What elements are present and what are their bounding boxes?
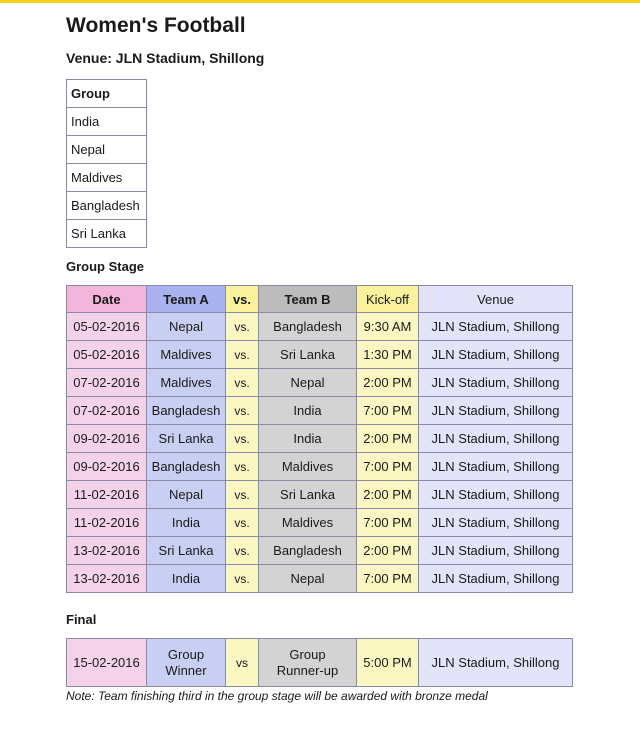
match-kickoff: 2:00 PM <box>357 425 419 453</box>
header-team-a: Team A <box>147 286 226 313</box>
match-vs: vs. <box>226 425 259 453</box>
top-accent-bar <box>0 0 640 3</box>
header-vs: vs. <box>226 286 259 313</box>
venue-line: Venue: JLN Stadium, Shillong <box>66 50 265 66</box>
match-kickoff: 2:00 PM <box>357 369 419 397</box>
final-team-a <box>147 639 226 687</box>
match-venue: JLN Stadium, Shillong <box>419 425 573 453</box>
match-team-a: Bangladesh <box>147 397 226 425</box>
match-vs: vs. <box>226 509 259 537</box>
match-team-a: Bangladesh <box>147 453 226 481</box>
match-kickoff: 2:00 PM <box>357 481 419 509</box>
schedule-table <box>66 285 573 593</box>
match-team-b: Nepal <box>259 565 357 593</box>
match-vs: vs. <box>226 537 259 565</box>
table-row <box>67 369 573 397</box>
page-title: Women's Football <box>66 14 246 37</box>
table-row <box>67 313 573 341</box>
table-row <box>67 537 573 565</box>
match-date: 13-02-2016 <box>67 537 147 565</box>
match-venue: JLN Stadium, Shillong <box>419 341 573 369</box>
match-vs: vs. <box>226 481 259 509</box>
match-venue: JLN Stadium, Shillong <box>419 313 573 341</box>
match-vs: vs. <box>226 369 259 397</box>
table-row <box>67 397 573 425</box>
schedule-header-row <box>67 286 573 313</box>
group-team: Sri Lanka <box>67 220 147 248</box>
match-team-b: Nepal <box>259 369 357 397</box>
match-venue: JLN Stadium, Shillong <box>419 537 573 565</box>
final-venue: JLN Stadium, Shillong <box>419 639 573 687</box>
match-vs: vs. <box>226 341 259 369</box>
match-venue: JLN Stadium, Shillong <box>419 481 573 509</box>
match-venue: JLN Stadium, Shillong <box>419 397 573 425</box>
schedule-body <box>67 313 573 593</box>
match-team-b: Sri Lanka <box>259 341 357 369</box>
match-team-a: Maldives <box>147 369 226 397</box>
match-vs: vs. <box>226 453 259 481</box>
group-header: Group <box>67 80 147 108</box>
table-row <box>67 425 573 453</box>
match-team-b: Bangladesh <box>259 313 357 341</box>
match-team-b: India <box>259 397 357 425</box>
group-team: India <box>67 108 147 136</box>
match-venue: JLN Stadium, Shillong <box>419 509 573 537</box>
final-label: Final <box>66 612 97 627</box>
match-date: 11-02-2016 <box>67 509 147 537</box>
final-team-a-line2: Winner <box>165 662 207 678</box>
match-team-a: Nepal <box>147 313 226 341</box>
table-row <box>67 481 573 509</box>
match-team-b: Bangladesh <box>259 537 357 565</box>
match-vs: vs. <box>226 397 259 425</box>
match-date: 07-02-2016 <box>67 397 147 425</box>
match-team-a: Sri Lanka <box>147 425 226 453</box>
match-team-a: India <box>147 565 226 593</box>
match-venue: JLN Stadium, Shillong <box>419 565 573 593</box>
header-venue: Venue <box>419 286 573 313</box>
match-kickoff: 7:00 PM <box>357 509 419 537</box>
match-kickoff: 2:00 PM <box>357 537 419 565</box>
group-stage-label: Group Stage <box>66 259 145 274</box>
header-date: Date <box>67 286 147 313</box>
final-row <box>67 639 573 687</box>
match-team-b: Sri Lanka <box>259 481 357 509</box>
group-team: Maldives <box>67 164 147 192</box>
table-row <box>67 509 573 537</box>
match-venue: JLN Stadium, Shillong <box>419 453 573 481</box>
match-date: 05-02-2016 <box>67 341 147 369</box>
group-team: Nepal <box>67 136 147 164</box>
match-vs: vs. <box>226 313 259 341</box>
final-vs: vs <box>226 639 259 687</box>
final-team-b-line2: Runner-up <box>276 662 339 678</box>
final-team-b-line1: Group <box>289 646 326 662</box>
match-date: 09-02-2016 <box>67 453 147 481</box>
group-team: Bangladesh <box>67 192 147 220</box>
match-date: 09-02-2016 <box>67 425 147 453</box>
match-vs: vs. <box>226 565 259 593</box>
match-kickoff: 7:00 PM <box>357 397 419 425</box>
match-team-b: Maldives <box>259 509 357 537</box>
match-team-a: India <box>147 509 226 537</box>
match-team-b: India <box>259 425 357 453</box>
final-kickoff: 5:00 PM <box>357 639 419 687</box>
match-team-a: Sri Lanka <box>147 537 226 565</box>
match-kickoff: 1:30 PM <box>357 341 419 369</box>
match-kickoff: 7:00 PM <box>357 453 419 481</box>
table-row <box>67 453 573 481</box>
group-table <box>66 79 147 248</box>
match-kickoff: 9:30 AM <box>357 313 419 341</box>
final-team-b <box>259 639 357 687</box>
table-row <box>67 565 573 593</box>
match-venue: JLN Stadium, Shillong <box>419 369 573 397</box>
final-table <box>66 638 573 687</box>
header-team-b: Team B <box>259 286 357 313</box>
match-date: 07-02-2016 <box>67 369 147 397</box>
match-date: 13-02-2016 <box>67 565 147 593</box>
footnote: Note: Team finishing third in the group stage will be awarded with bronze medal <box>66 689 488 703</box>
final-team-a-line1: Group <box>167 646 205 662</box>
final-date: 15-02-2016 <box>67 639 147 687</box>
match-date: 11-02-2016 <box>67 481 147 509</box>
match-team-a: Maldives <box>147 341 226 369</box>
header-kickoff: Kick-off <box>357 286 419 313</box>
match-team-b: Maldives <box>259 453 357 481</box>
match-kickoff: 7:00 PM <box>357 565 419 593</box>
match-team-a: Nepal <box>147 481 226 509</box>
match-date: 05-02-2016 <box>67 313 147 341</box>
table-row <box>67 341 573 369</box>
